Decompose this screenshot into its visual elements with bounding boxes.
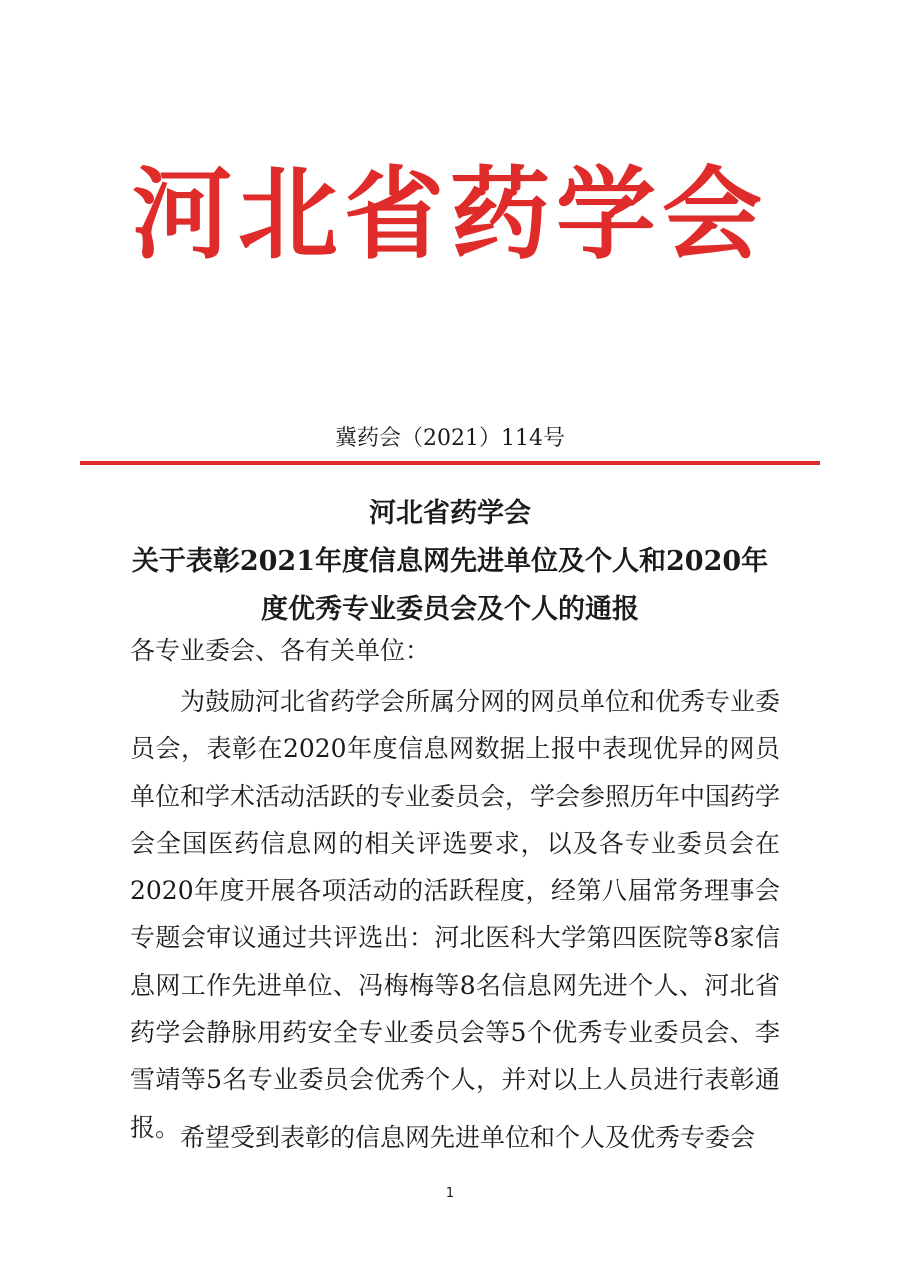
salutation: 各专业委会、各有关单位： [130, 636, 431, 665]
document-number: 冀药会（2021）114号 [335, 426, 565, 451]
masthead-title: 河北省药学会 [132, 156, 768, 273]
red-divider-rule [80, 461, 820, 465]
body-paragraph-2: 希望受到表彰的信息网先进单位和个人及优秀专委会 [180, 1123, 756, 1152]
notice-title-line-3: 度优秀专业委员会及个人的通报 [261, 594, 639, 625]
notice-title-line-1: 河北省药学会 [369, 498, 531, 529]
body-paragraph-1: 为鼓励河北省药学会所属分网的网员单位和优秀专业委员会，表彰在2020年度信息网数据上报中表现优异的网员单位和学术活动活跃的专业委员会，学会参照历年中国药学会全国医药信息网的相关评选要求，以及各专业委员会在2020年度开展各项活动的活跃程度，经第八届常务理事会专题会审议通过共评选出：河北医科大学第四医院等8家信息网工作先进单位、冯梅梅等8名信息网先进个人、河北省药学会静脉用药安全专业委员会等5个优秀专业委员会、李雪靖等5名专业委员会优秀个人，并对以上人员进行表彰通报。 [130, 687, 781, 1142]
notice-title-line-2: 关于表彰2021年度信息网先进单位及个人和2020年 [131, 546, 769, 577]
page-number: 1 [445, 1186, 455, 1201]
